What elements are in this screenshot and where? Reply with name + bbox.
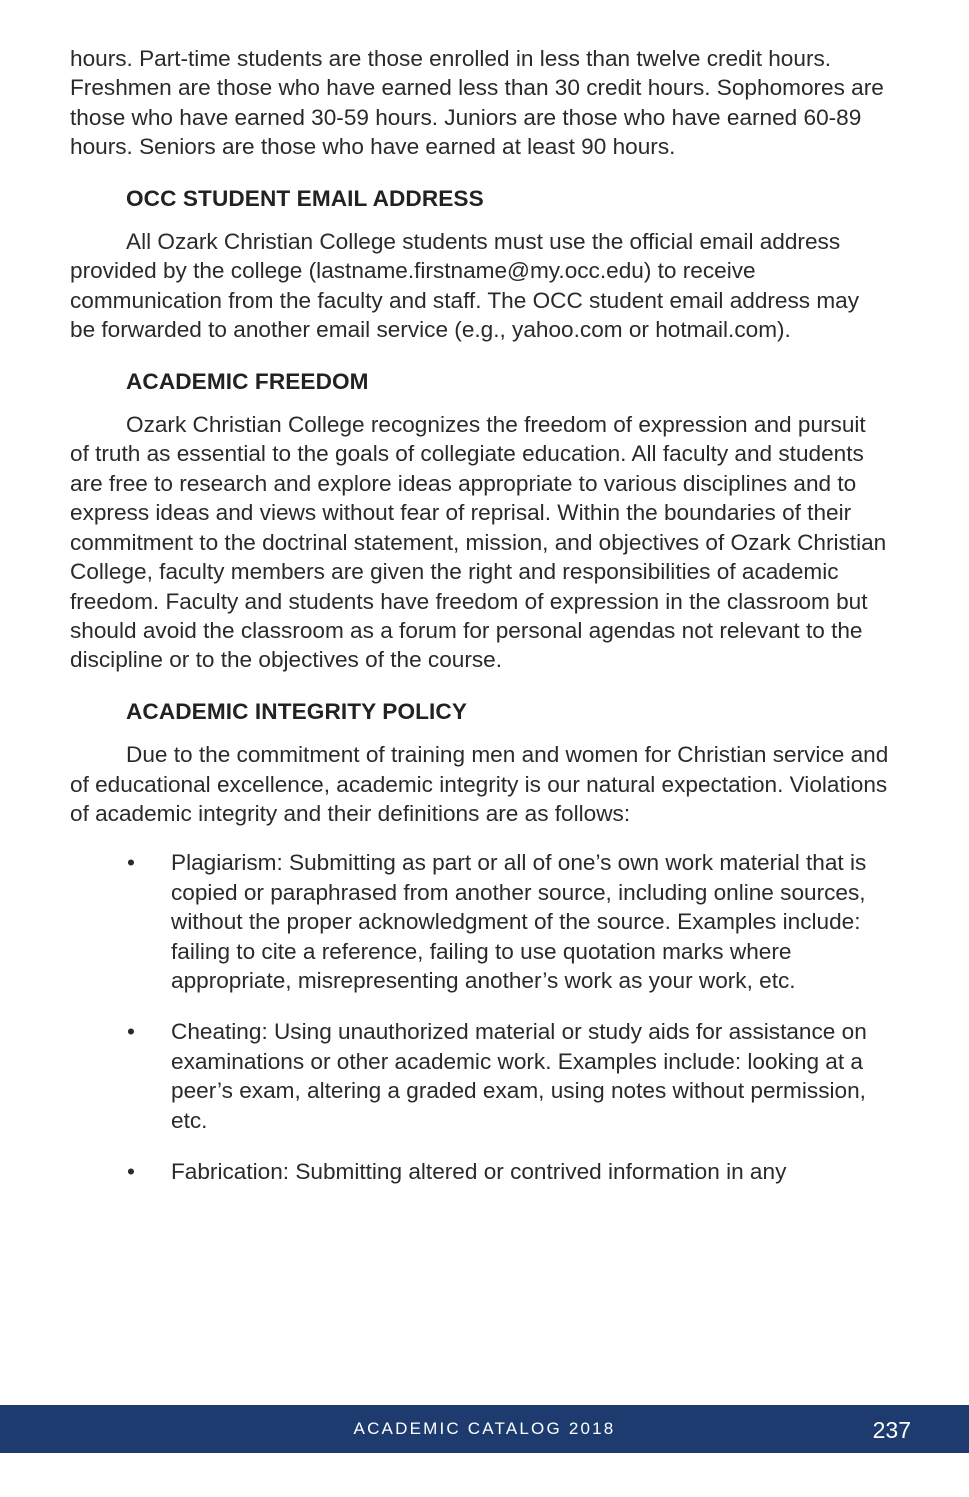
page-body (70, 44, 890, 1208)
list-item-text: Fabrication: Submitting altered or contrived information in any (171, 1159, 787, 1184)
list-item-text: Plagiarism: Submitting as part or all of one’s own work material that is copied or paraphrased from another source, including online sources, without the proper acknowledgment of the source. Examples include: failing to cite a reference, failing to use quotation marks where appropriate, misrepresenting another’s work as your work, etc. (171, 850, 867, 993)
list-item-plagiarism (70, 848, 890, 995)
bullet-icon: • (127, 1159, 135, 1184)
list-item-cheating (70, 1017, 890, 1135)
intro-continued-paragraph: hours. Part-time students are those enrolled in less than twelve credit hours. Freshmen are those who have earned less than 30 credit hours. Sophomores are those who have earned 30-59 hours. Juniors are those who have earned 60-89 hours. Seniors are those who have earned at least 90 hours. (70, 46, 884, 160)
section-heading-academic-freedom: ACADEMIC FREEDOM (126, 368, 369, 394)
list-item-fabrication (70, 1157, 890, 1186)
section-body-academic-freedom: Ozark Christian College recognizes the freedom of expression and pursuit of truth as essential to the goals of collegiate education. All faculty and students are free to research and explore ideas appropriate to various disciplines and to express ideas and views without fear of reprisal. Within the boundaries of their commitment to the doctrinal statement, mission, and objectives of Ozark Christian College, faculty members are given the right and responsibilities of academic freedom. Faculty and students have freedom of expression in the classroom but should avoid the classroom as a forum for personal agendas not relevant to the discipline or to the objectives of the course. (70, 412, 887, 673)
section-body-academic-integrity: Due to the commitment of training men and women for Christian service and of educational excellence, academic integrity is our natural expectation. Violations of academic integrity and their definitions are as follows: (70, 742, 889, 826)
footer-bar (0, 1405, 969, 1453)
footer-title: ACADEMIC CATALOG 2018 (353, 1419, 616, 1438)
page-number: 237 (872, 1417, 911, 1443)
section-heading-academic-integrity: ACADEMIC INTEGRITY POLICY (126, 698, 468, 724)
violations-list (70, 848, 890, 1186)
section-body-email: All Ozark Christian College students must use the official email address provided by the college (lastname.firstname@my.occ.edu) to receive communication from the faculty and staff. The OCC student email address may be forwarded to another email service (e.g., yahoo.com or hotmail.com). (70, 229, 860, 343)
list-item-text: Cheating: Using unauthorized material or study aids for assistance on examinations or other academic work. Examples include: looking at a peer’s exam, altering a graded exam, using notes without permission, etc. (171, 1019, 867, 1133)
bullet-icon: • (127, 1019, 135, 1045)
section-heading-email: OCC STUDENT EMAIL ADDRESS (126, 185, 484, 211)
bullet-icon: • (127, 850, 135, 876)
